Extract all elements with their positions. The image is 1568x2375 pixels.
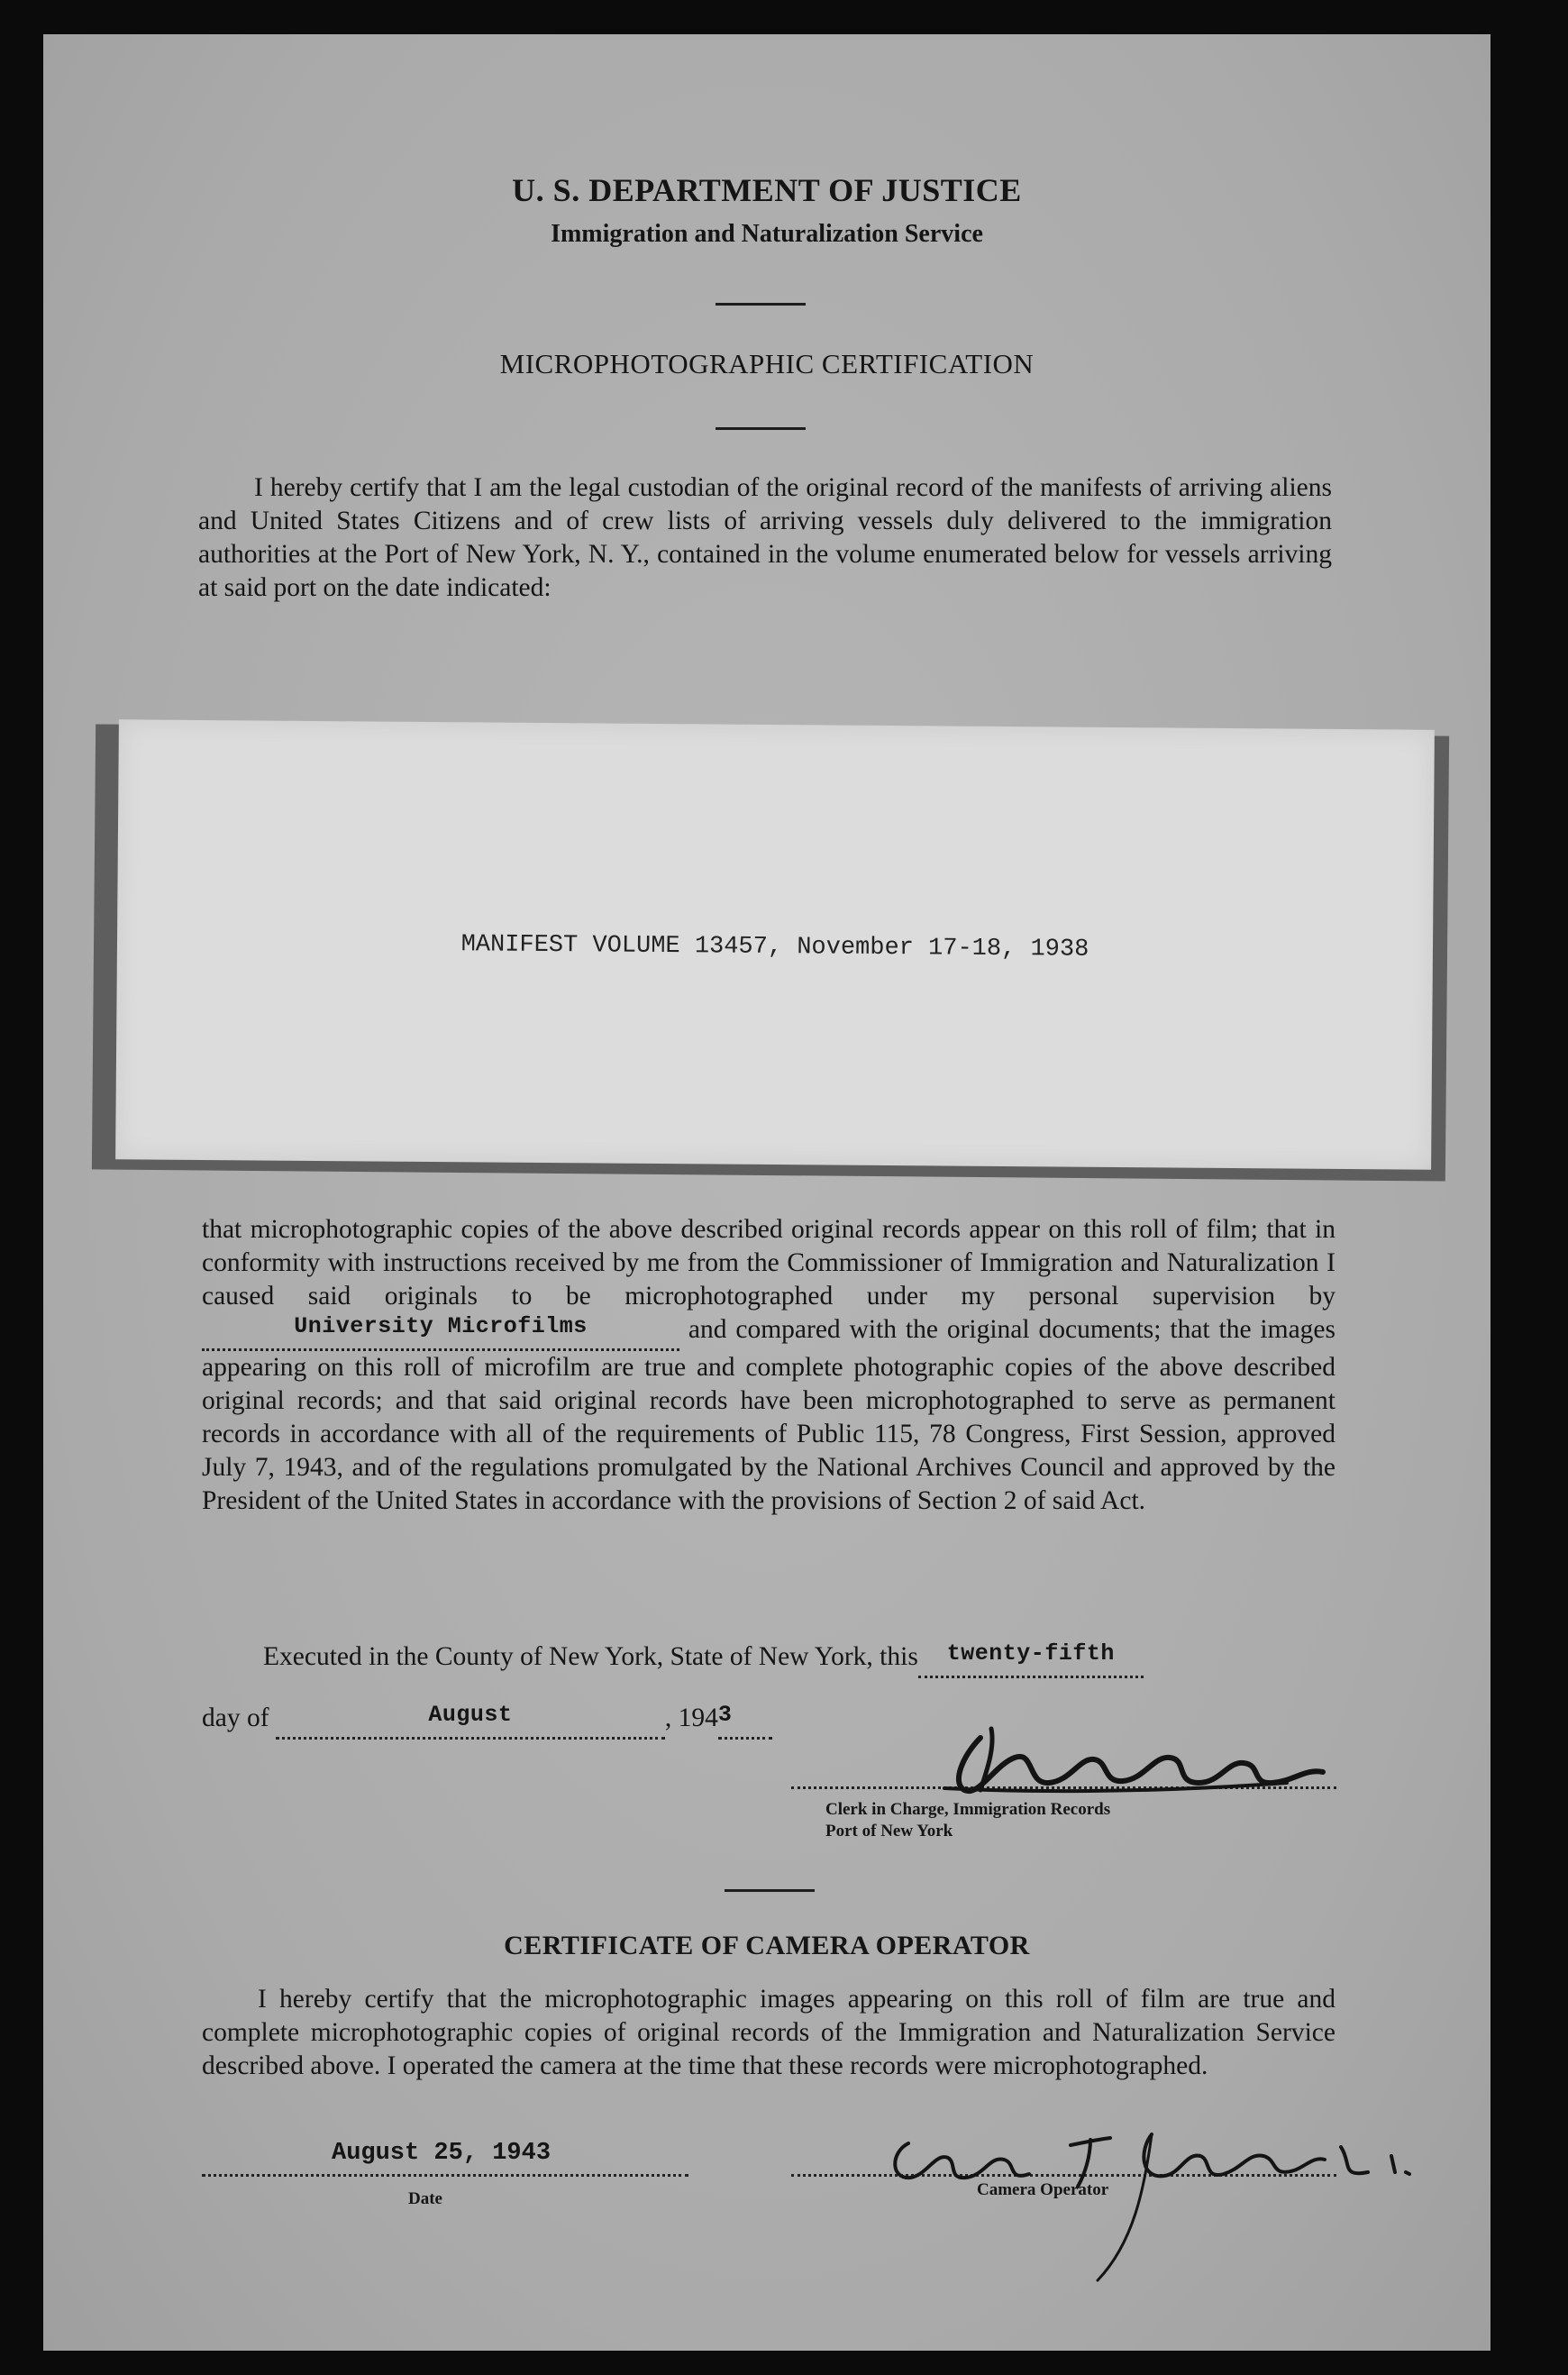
date-caption: Date: [408, 2189, 442, 2208]
clerk-caption-title: Clerk in Charge, Immigration Records: [825, 1800, 1111, 1819]
operator-date-value: August 25, 1943: [332, 2140, 552, 2167]
execution-month-value: August: [428, 1702, 513, 1728]
execution-prefix: Executed in the County of New York, State of New York, this: [263, 1642, 918, 1671]
operator-caption: Camera Operator: [977, 2180, 1109, 2199]
certification-title: MICROPHOTOGRAPHIC CERTIFICATION: [499, 348, 1035, 379]
divider-title: [716, 427, 806, 430]
certificate-page: [43, 34, 1491, 2351]
clerk-caption-port: Port of New York: [825, 1822, 953, 1841]
operator-paragraph: I hereby certify that the microphotographic images appearing on this roll of film are true and complete microphotographic copies of original records of the Immigration and Naturalization Service described above. I operated the camera at the time that these records were microphotographed.: [202, 1985, 1336, 2080]
execution-day-field: [918, 1640, 1144, 1678]
certification-body: [202, 1213, 1336, 1518]
manifest-insert-slip: [115, 719, 1435, 1169]
divider-top: [716, 303, 806, 306]
execution-line: [263, 1640, 1144, 1678]
intro-paragraph: I hereby certify that I am the legal custodian of the original record of the manifests of arriving aliens and United States Citizens and of crew lists of arriving vessels duly delivered to the immigration authorities at the Port of New York, N. Y., contained in the volume enumerated below for vessels arriving at said port on the date indicated:: [198, 473, 1332, 602]
body-text-part1: that microphotographic copies of the above described original records appear on this roll of film; that in conformity with instructions received by me from the Commissioner of Immigration and Naturalization I caused said originals to be microphotographed under my personal supervision by: [202, 1215, 1336, 1311]
operator-signature: [854, 2080, 1431, 2288]
execution-date-line: [202, 1702, 772, 1740]
department-heading: U. S. DEPARTMENT OF JUSTICE: [512, 172, 1022, 208]
divider-operator: [725, 1889, 815, 1892]
service-subheading: Immigration and Naturalization Service: [551, 220, 983, 248]
manifest-volume-text: MANIFEST VOLUME 13457, November 17-18, 1938: [460, 931, 1089, 964]
body-text-part2: and compared with the original documents; that the images appearing on this roll of microfilm are true and complete photographic copies of the above described original records; and that said original records have been microphotographed to serve as permanent records in accordance with all of the requirements of Public 115, 78 Congress, First Session, approved July 7, 1943, and of the regulations promulgated by the National Archives Council and approved by the President of the United States in accordance with the provisions of Section 2 of said Act.: [202, 1315, 1336, 1515]
day-of-label: day of: [202, 1704, 269, 1732]
supervisor-value: University Microfilms: [294, 1313, 588, 1339]
operator-certificate-title: CERTIFICATE OF CAMERA OPERATOR: [504, 1931, 1030, 1960]
year-digit-value: 3: [717, 1702, 733, 1728]
date-line: [202, 2174, 688, 2177]
year-prefix: , 194: [664, 1704, 718, 1732]
execution-month-field: [276, 1702, 665, 1740]
year-digit-field: [718, 1702, 772, 1740]
supervisor-field: [202, 1313, 679, 1351]
execution-day-value: twenty-fifth: [946, 1640, 1115, 1667]
clerk-caption: [825, 1799, 1110, 1842]
